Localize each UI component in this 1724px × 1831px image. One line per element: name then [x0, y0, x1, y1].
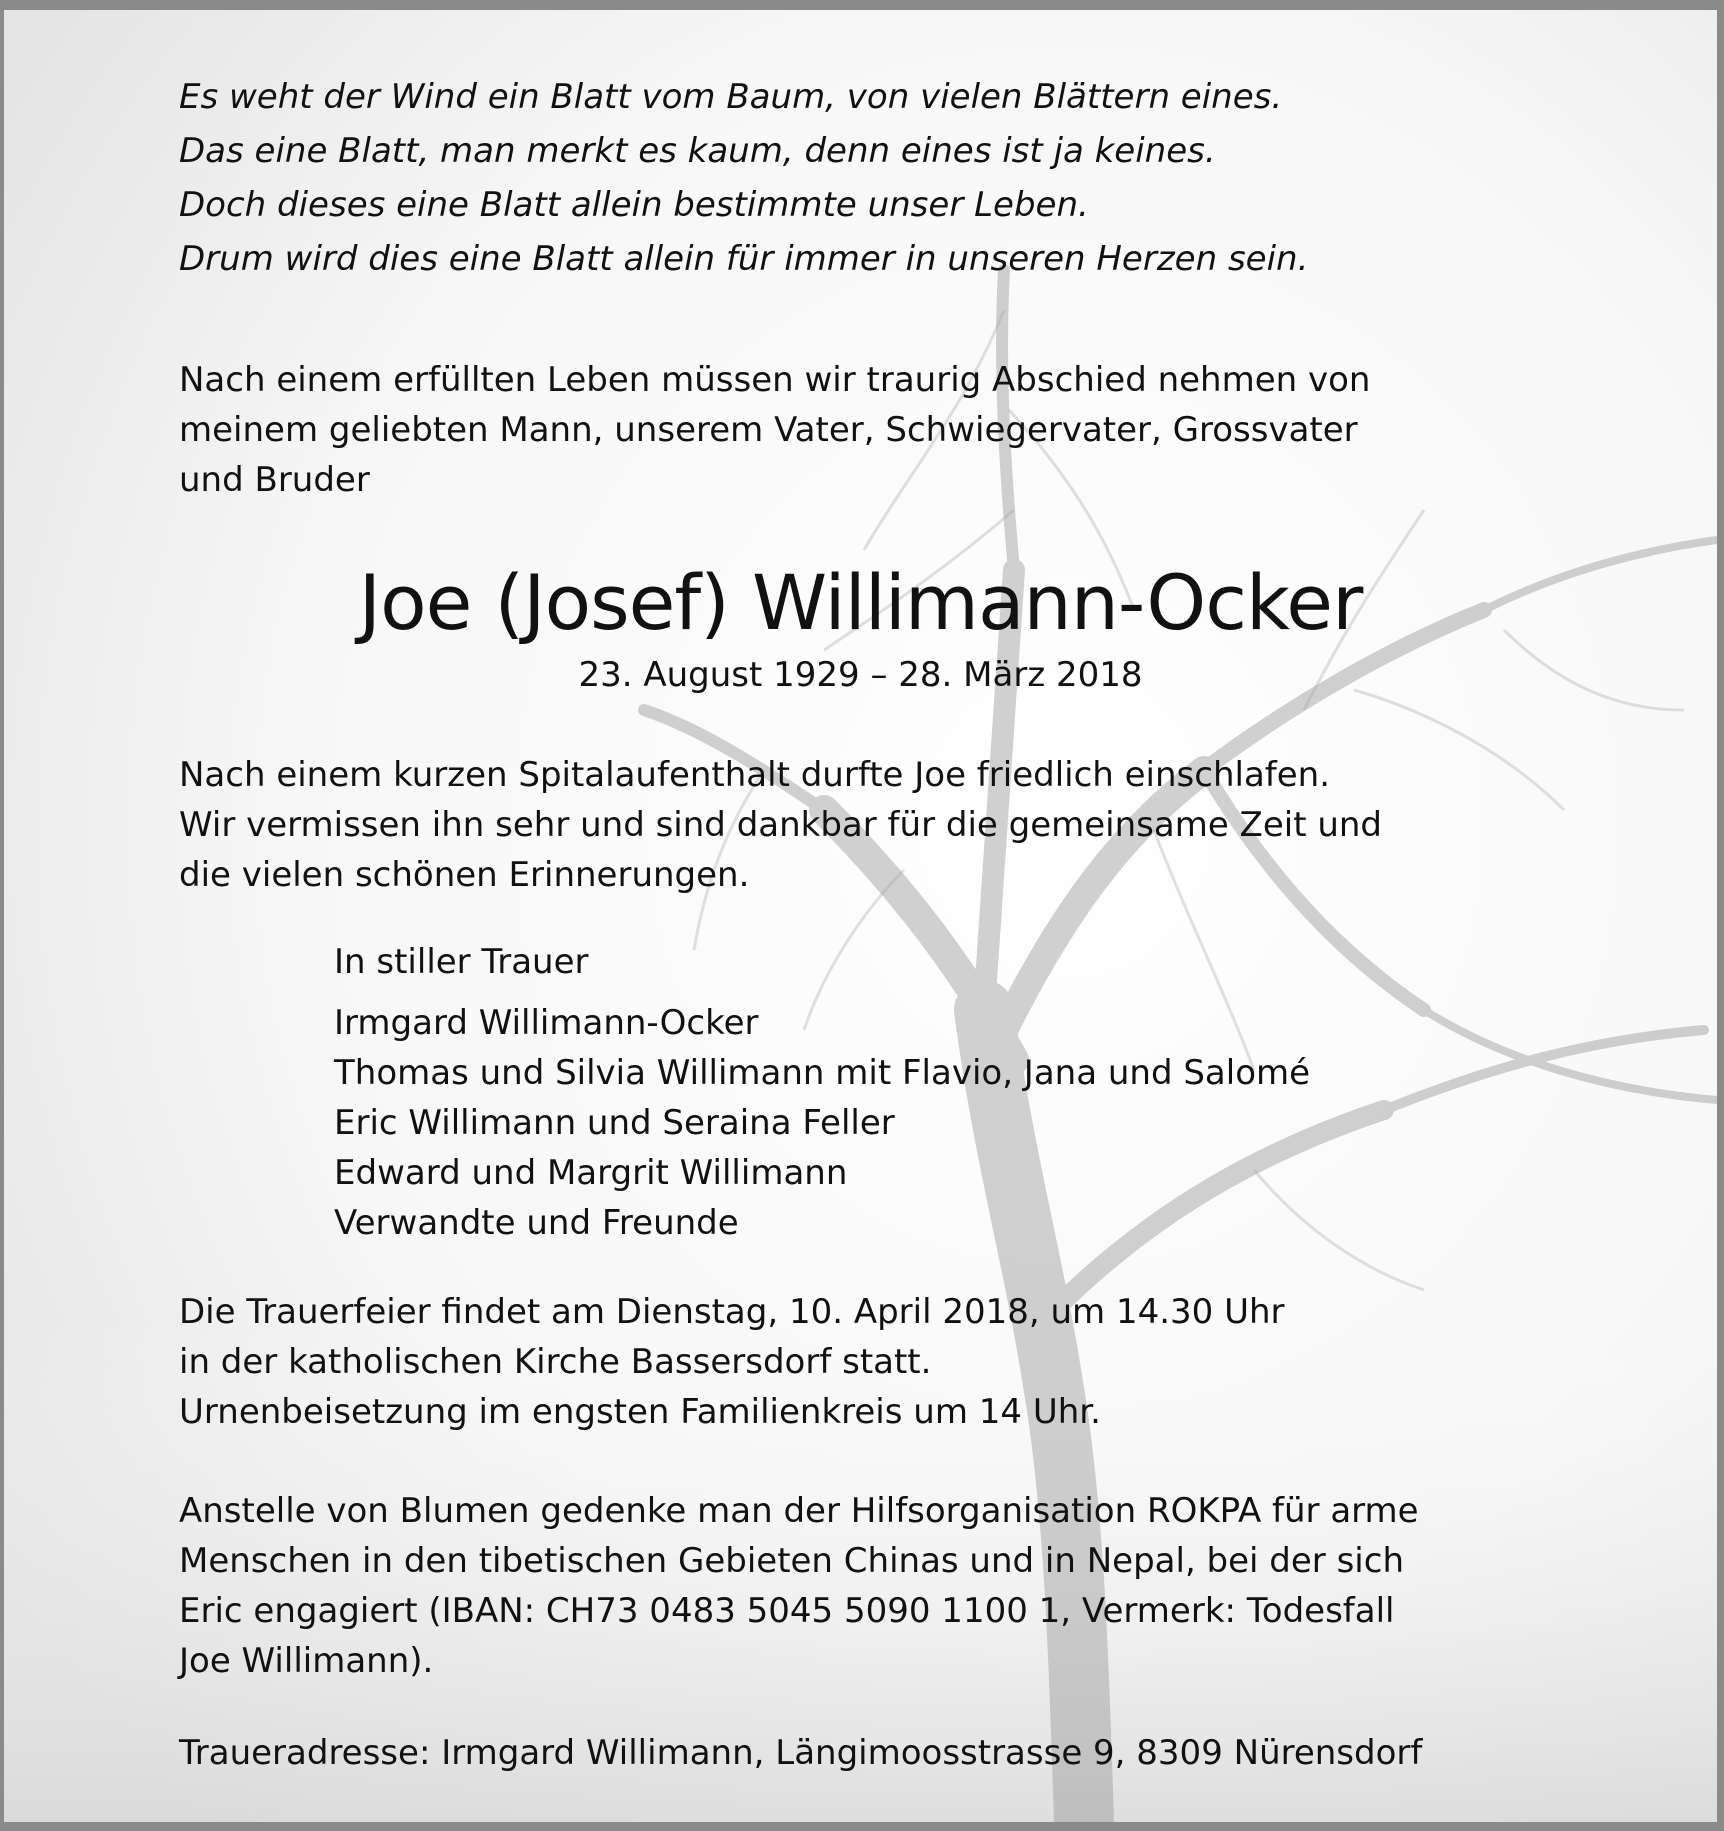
message-line: die vielen schönen Erinnerungen. [179, 855, 750, 895]
intro-line: und Bruder [179, 460, 370, 500]
mourning-address: Traueradresse: Irmgard Willimann, Längimoosstrasse 9, 8309 Nürensdorf [179, 1733, 1423, 1773]
poem-line: Doch dieses eine Blatt allein bestimmte unser Leben. [179, 185, 1089, 225]
ceremony-line: Urnenbeisetzung im engsten Familienkreis um 14 Uhr. [179, 1392, 1101, 1432]
donation-line: Joe Willimann). [179, 1641, 434, 1681]
mourner-name: Thomas und Silvia Willimann mit Flavio, Jana und Salomé [334, 1053, 1311, 1093]
intro-line: meinem geliebten Mann, unserem Vater, Schwiegervater, Grossvater [179, 410, 1358, 450]
deceased-name: Joe (Josef) Willimann-Ocker [358, 558, 1363, 647]
mourner-name: Edward und Margrit Willimann [334, 1153, 848, 1193]
intro-line: Nach einem erfüllten Leben müssen wir traurig Abschied nehmen von [179, 360, 1371, 400]
mourner-name: Verwandte und Freunde [334, 1203, 739, 1243]
intro-paragraph [179, 355, 1579, 505]
ceremony-line: Die Trauerfeier findet am Dienstag, 10. April 2018, um 14.30 Uhr [179, 1292, 1285, 1332]
message-line: Wir vermissen ihn sehr und sind dankbar für die gemeinsame Zeit und [179, 805, 1383, 845]
message-line: Nach einem kurzen Spitalaufenthalt durfte Joe friedlich einschlafen. [179, 755, 1331, 795]
poem-line: Das eine Blatt, man merkt es kaum, denn eines ist ja keines. [179, 131, 1216, 171]
mourner-name: Eric Willimann und Seraina Feller [334, 1103, 895, 1143]
mourner-name: Irmgard Willimann-Ocker [334, 1003, 759, 1043]
mourners-heading: In stiller Trauer [334, 942, 589, 982]
donation-line: Eric engagiert (IBAN: CH73 0483 5045 5090 1100 1, Vermerk: Todesfall [179, 1591, 1395, 1631]
donation-line: Anstelle von Blumen gedenke man der Hilfsorganisation ROKPA für arme [179, 1491, 1419, 1531]
donation-paragraph [179, 1486, 1579, 1686]
poem-line: Drum wird dies eine Blatt allein für immer in unseren Herzen sein. [179, 239, 1309, 279]
poem [179, 70, 1579, 286]
life-dates: 23. August 1929 – 28. März 2018 [578, 655, 1143, 695]
ceremony-line: in der katholischen Kirche Bassersdorf statt. [179, 1342, 932, 1382]
poem-line: Es weht der Wind ein Blatt vom Baum, von vielen Blättern eines. [179, 77, 1283, 117]
address-paragraph [179, 1728, 1579, 1778]
ceremony-paragraph [179, 1287, 1579, 1437]
mourners-list [334, 998, 1534, 1248]
mourners-block [334, 937, 1534, 987]
obituary-sheet [4, 10, 1717, 1822]
donation-line: Menschen in den tibetischen Gebieten Chinas und in Nepal, bei der sich [179, 1541, 1404, 1581]
message-paragraph [179, 750, 1579, 900]
